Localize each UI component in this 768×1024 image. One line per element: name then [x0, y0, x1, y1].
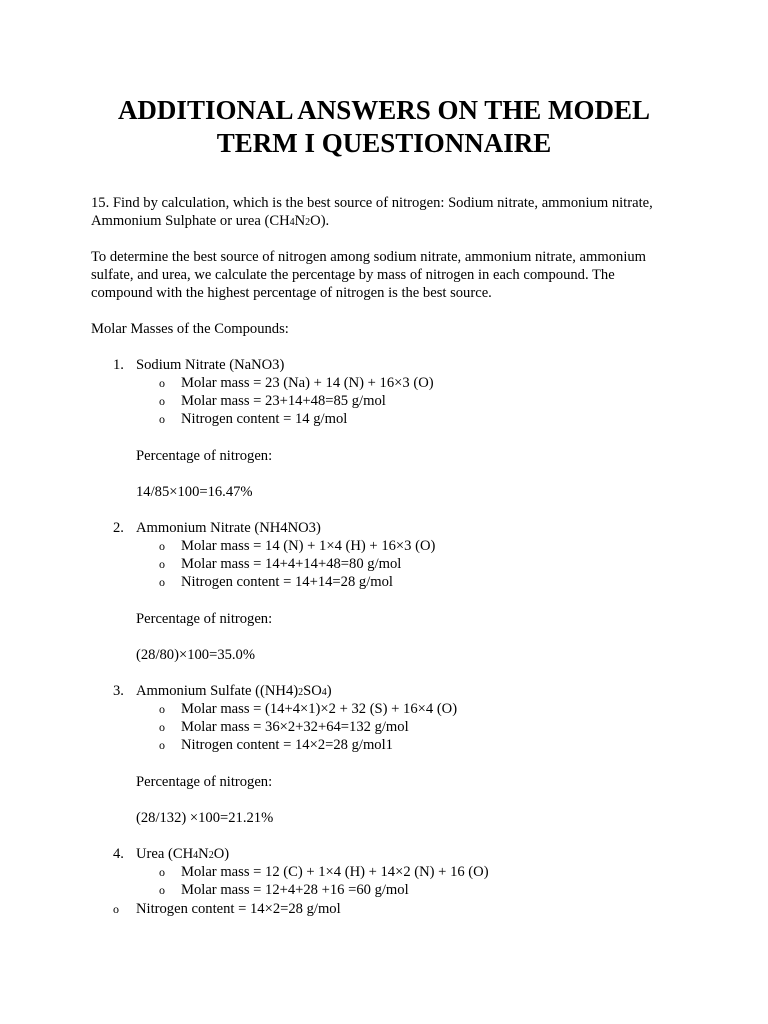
compound-2-bullet-3: Nitrogen content = 14+14=28 g/mol — [181, 574, 393, 590]
compound-3-title-text: SO — [303, 683, 322, 699]
subscript: 4 — [193, 850, 199, 861]
bullet-icon: o — [159, 412, 165, 426]
page-title-line-2: TERM I QUESTIONNAIRE — [216, 128, 552, 158]
compound-3-title-text: ) — [326, 683, 332, 699]
bullet-icon: o — [159, 738, 165, 752]
compound-2-percentage-label: Percentage of nitrogen: — [136, 611, 273, 627]
compound-4-title-text: O) — [213, 846, 230, 862]
bullet-icon: o — [159, 702, 165, 716]
intro-line-3: compound with the highest percentage of nitrogen is the best source. — [91, 285, 492, 301]
subscript: 2 — [208, 850, 214, 861]
compound-4-bullet-1: Molar mass = 12 (C) + 1×4 (H) + 14×2 (N) + 16 (O) — [181, 864, 489, 880]
bullet-icon: o — [159, 720, 165, 734]
subscript: 2 — [298, 687, 304, 698]
compound-4-bullet-2: Molar mass = 12+4+28 +16 =60 g/mol — [181, 882, 409, 898]
bullet-icon: o — [159, 575, 165, 589]
compound-2-percentage: (28/80)×100=35.0% — [136, 647, 256, 663]
compound-1-title: Sodium Nitrate (NaNO3) — [136, 357, 285, 373]
intro-line-2: sulfate, and urea, we calculate the percentage by mass of nitrogen in each compound. The — [91, 267, 615, 283]
question-line-1: 15. Find by calculation, which is the best source of nitrogen: Sodium nitrate, ammonium nitrate, — [91, 195, 653, 211]
subscript: 2 — [305, 217, 311, 228]
bullet-icon: o — [113, 902, 119, 916]
compound-3-bullet-1: Molar mass = (14+4×1)×2 + 32 (S) + 16×4 (O) — [181, 701, 458, 717]
compound-4-title — [136, 845, 229, 865]
compound-2-bullet-2: Molar mass = 14+4+14+48=80 g/mol — [181, 556, 402, 572]
compound-3-title — [136, 682, 332, 702]
compound-3-bullet-3: Nitrogen content = 14×2=28 g/mol1 — [181, 737, 393, 753]
question-text: Ammonium Sulphate or urea (CH — [91, 213, 290, 229]
compound-3-percentage-label: Percentage of nitrogen: — [136, 774, 273, 790]
bullet-icon: o — [159, 883, 165, 897]
compound-4-title-text: Urea (CH — [136, 846, 194, 862]
compound-1-percentage-label: Percentage of nitrogen: — [136, 448, 273, 464]
list-number: 3. — [113, 683, 124, 699]
bullet-icon: o — [159, 539, 165, 553]
intro-line-1: To determine the best source of nitrogen among sodium nitrate, ammonium nitrate, ammonium — [91, 249, 647, 265]
bullet-icon: o — [159, 376, 165, 390]
compound-2-title: Ammonium Nitrate (NH4NO3) — [136, 520, 321, 536]
compound-1-percentage: 14/85×100=16.47% — [136, 484, 253, 500]
list-number: 2. — [113, 520, 124, 536]
list-number: 4. — [113, 846, 124, 862]
bullet-icon: o — [159, 557, 165, 571]
question-line-2 — [91, 212, 329, 232]
compound-1-bullet-1: Molar mass = 23 (Na) + 14 (N) + 16×3 (O) — [181, 375, 434, 391]
compound-3-percentage: (28/132) ×100=21.21% — [136, 810, 274, 826]
list-number: 1. — [113, 357, 124, 373]
subscript: 4 — [289, 217, 295, 228]
compound-4-title-text: N — [198, 846, 209, 862]
compound-1-bullet-2: Molar mass = 23+14+48=85 g/mol — [181, 393, 386, 409]
subscript: 4 — [321, 687, 327, 698]
question-text: N — [294, 213, 306, 229]
question-text: O). — [310, 213, 330, 229]
bullet-icon: o — [159, 865, 165, 879]
page-title-line-1: ADDITIONAL ANSWERS ON THE MODEL — [117, 95, 651, 125]
compound-4-bullet-3: Nitrogen content = 14×2=28 g/mol — [136, 901, 341, 917]
molar-masses-heading: Molar Masses of the Compounds: — [91, 321, 289, 337]
compound-2-bullet-1: Molar mass = 14 (N) + 1×4 (H) + 16×3 (O) — [181, 538, 436, 554]
compound-3-bullet-2: Molar mass = 36×2+32+64=132 g/mol — [181, 719, 409, 735]
compound-3-title-text: Ammonium Sulfate ((NH4) — [136, 683, 299, 699]
bullet-icon: o — [159, 394, 165, 408]
compound-1-bullet-3: Nitrogen content = 14 g/mol — [181, 411, 348, 427]
